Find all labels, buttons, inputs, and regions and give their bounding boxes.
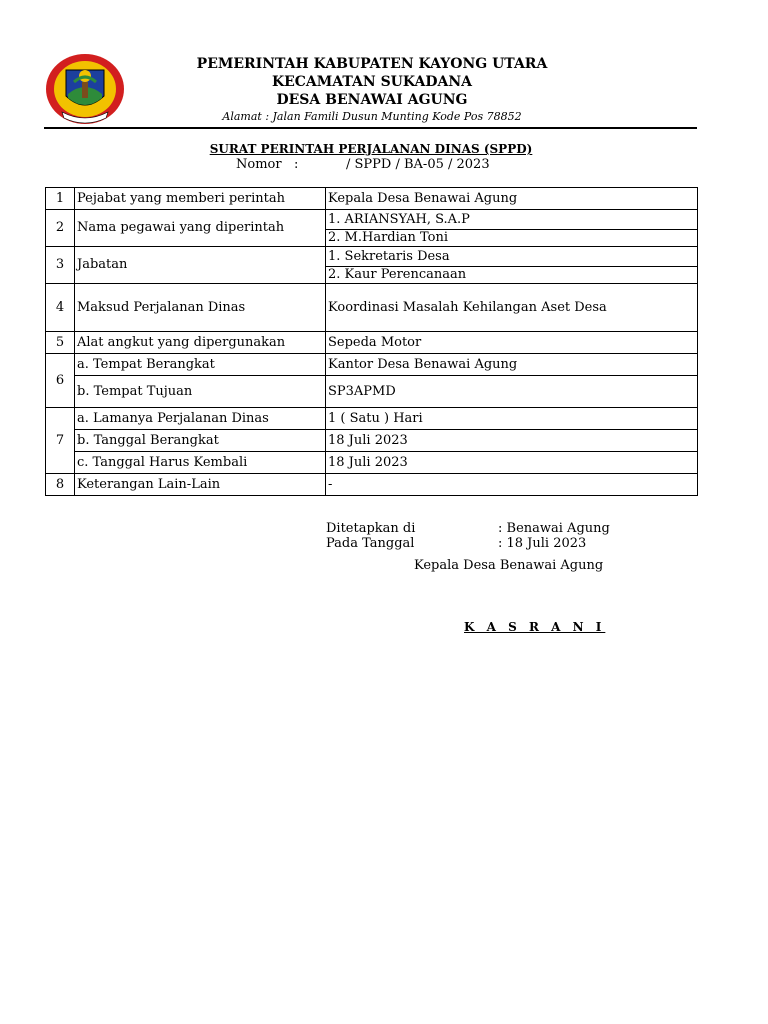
row-label: Maksud Perjalanan Dinas: [75, 284, 326, 332]
row-label: Jabatan: [75, 247, 326, 284]
row-number: 2: [46, 210, 75, 247]
row-label: b. Tempat Tujuan: [75, 376, 326, 408]
row-label: b. Tanggal Berangkat: [75, 430, 326, 452]
table-row: [46, 452, 698, 474]
header-address: Alamat : Jalan Famili Dusun Munting Kode Pos 78852: [222, 110, 522, 123]
table-row: [46, 408, 698, 430]
row-label: Nama pegawai yang diperintah: [75, 210, 326, 247]
document-title: SURAT PERINTAH PERJALANAN DINAS (SPPD): [209, 142, 533, 156]
row-number: 7: [46, 408, 75, 474]
row-label: Pejabat yang memberi perintah: [75, 188, 326, 210]
row-value: 2. Kaur Perencanaan: [326, 267, 698, 284]
table-row: [46, 332, 698, 354]
header-divider: [44, 127, 697, 129]
row-value: 18 Juli 2023: [326, 430, 698, 452]
row-number: 6: [46, 354, 75, 408]
row-number: 8: [46, 474, 75, 496]
row-value: 1. ARIANSYAH, S.A.P: [326, 210, 698, 230]
sppd-table: [45, 187, 698, 496]
header-line-3: DESA BENAWAI AGUNG: [276, 92, 468, 108]
tanggal-label: Pada Tanggal: [326, 536, 415, 551]
table-row: [46, 376, 698, 408]
row-label: a. Lamanya Perjalanan Dinas: [75, 408, 326, 430]
row-number: 4: [46, 284, 75, 332]
signer-position: Kepala Desa Benawai Agung: [414, 558, 604, 573]
nomor-label: Nomor: [236, 157, 282, 172]
nomor-colon: :: [294, 157, 299, 172]
row-value: 1 ( Satu ) Hari: [326, 408, 698, 430]
row-number: 5: [46, 332, 75, 354]
table-row: [46, 284, 698, 332]
table-row: [46, 188, 698, 210]
row-value: 18 Juli 2023: [326, 452, 698, 474]
row-value: Kepala Desa Benawai Agung: [326, 188, 698, 210]
row-value: 1. Sekretaris Desa: [326, 247, 698, 267]
row-label: c. Tanggal Harus Kembali: [75, 452, 326, 474]
row-number: 3: [46, 247, 75, 284]
row-value: Koordinasi Masalah Kehilangan Aset Desa: [326, 284, 698, 332]
header-line-2: KECAMATAN SUKADANA: [271, 74, 473, 90]
nomor-value: / SPPD / BA-05 / 2023: [346, 157, 490, 172]
row-value: SP3APMD: [326, 376, 698, 408]
row-number: 1: [46, 188, 75, 210]
ditetapkan-value: : Benawai Agung: [498, 521, 610, 536]
ditetapkan-label: Ditetapkan di: [326, 521, 416, 536]
table-row: [46, 354, 698, 376]
row-value: 2. M.Hardian Toni: [326, 230, 698, 247]
header-line-1: PEMERINTAH KABUPATEN KAYONG UTARA: [196, 56, 548, 72]
row-value: Sepeda Motor: [326, 332, 698, 354]
table-row: [46, 430, 698, 452]
row-label: Keterangan Lain-Lain: [75, 474, 326, 496]
signer-name: K A S R A N I: [464, 620, 606, 634]
tanggal-value: : 18 Juli 2023: [498, 536, 587, 551]
table-row: [46, 210, 698, 230]
table-row: [46, 474, 698, 496]
table-row: [46, 247, 698, 267]
row-label: a. Tempat Berangkat: [75, 354, 326, 376]
regency-crest-icon: [44, 52, 126, 126]
row-value: Kantor Desa Benawai Agung: [326, 354, 698, 376]
row-label: Alat angkut yang dipergunakan: [75, 332, 326, 354]
row-value: -: [326, 474, 698, 496]
